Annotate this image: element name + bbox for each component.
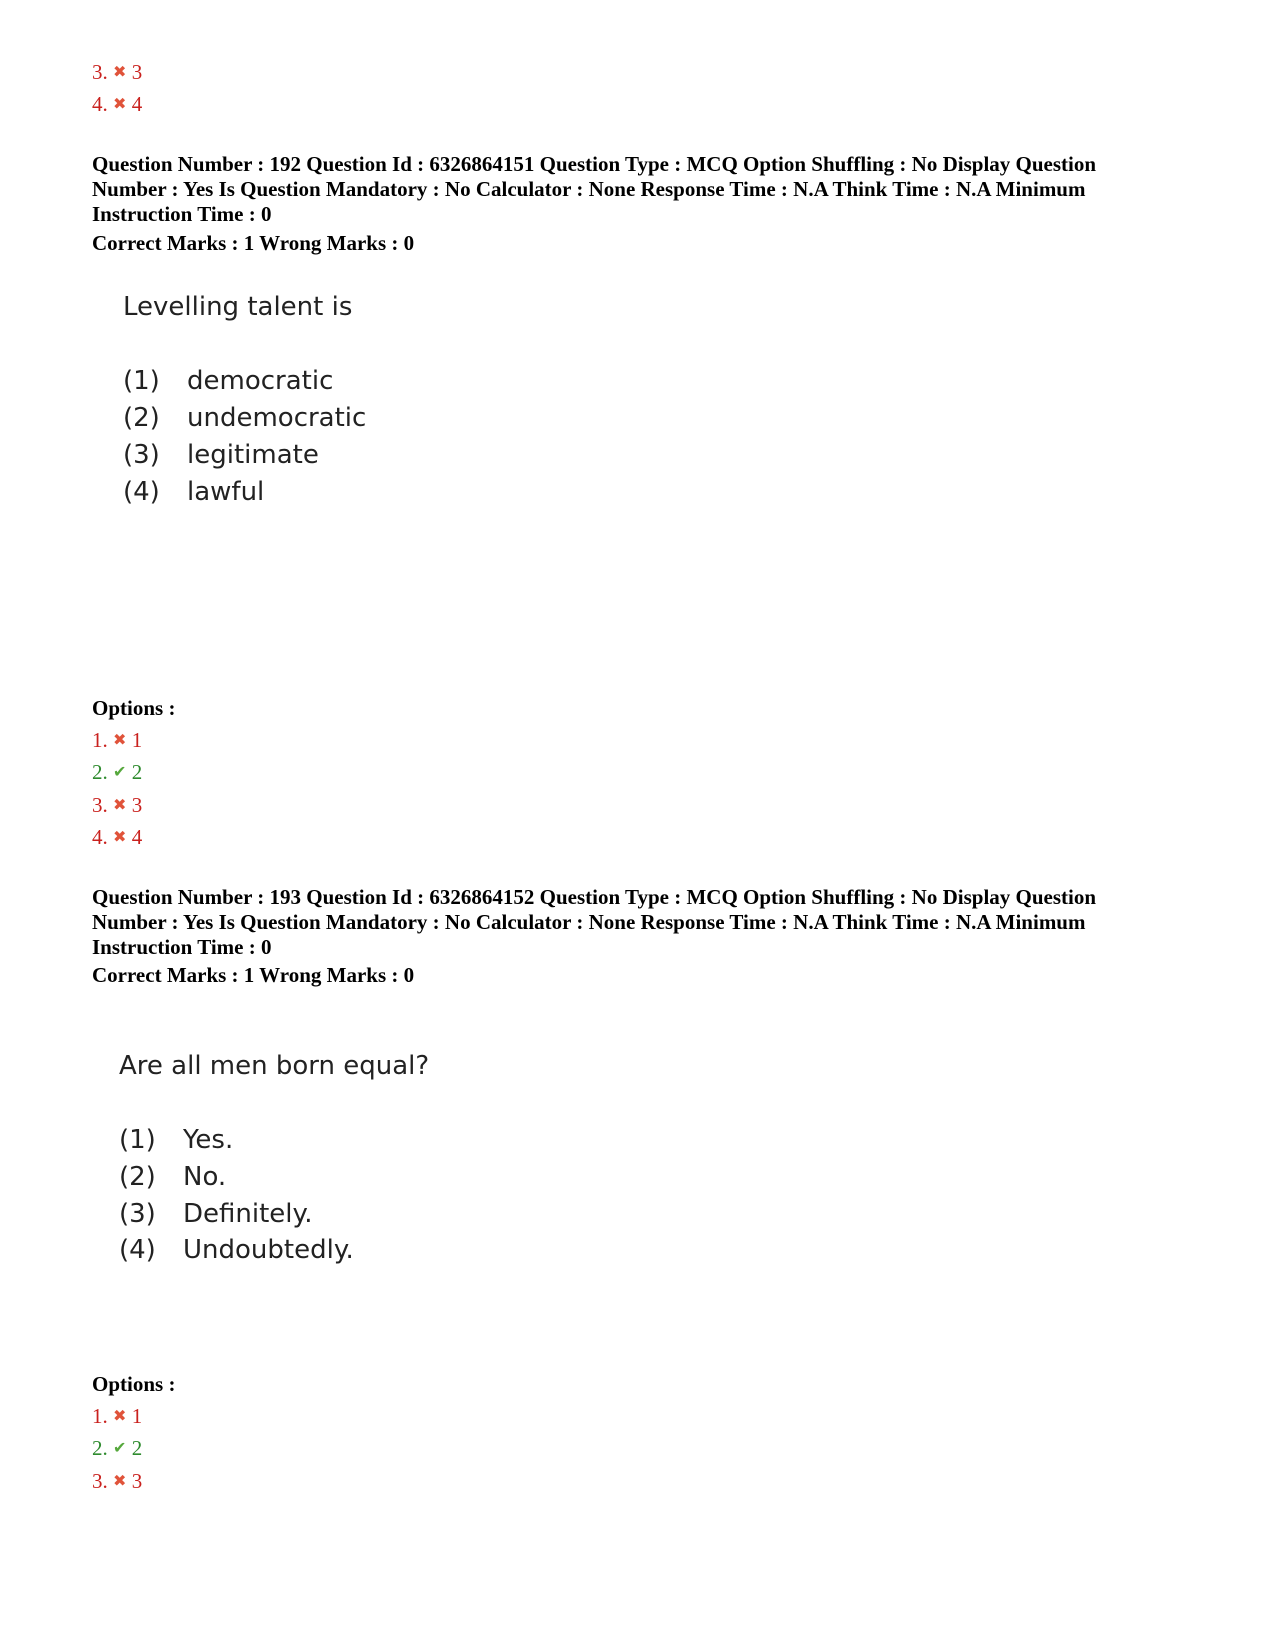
option-row <box>92 793 142 818</box>
option-value: 3 <box>131 1469 143 1493</box>
option-value: 3 <box>131 793 143 817</box>
choice-number: (4) <box>119 1235 156 1265</box>
answer-choice <box>123 477 264 507</box>
option-value: 3 <box>131 60 143 84</box>
option-number: 3. <box>92 60 108 84</box>
options-heading: Options : <box>92 1372 176 1396</box>
choice-number: (3) <box>119 1199 156 1229</box>
choice-text: Undoubtedly. <box>183 1235 354 1265</box>
question-meta <box>92 885 1192 960</box>
answer-choice <box>123 366 333 396</box>
question-stem: Levelling talent is <box>123 292 353 322</box>
choice-text: undemocratic <box>187 403 367 433</box>
check-icon: ✔ <box>113 1440 127 1457</box>
option-number: 2. <box>92 760 108 784</box>
options-heading: Options : <box>92 696 176 720</box>
cross-icon: ✖ <box>113 829 127 846</box>
option-value: 4 <box>131 825 143 849</box>
option-value: 1 <box>131 728 143 752</box>
option-row <box>92 1469 142 1494</box>
choice-text: Definitely. <box>183 1199 313 1229</box>
cross-icon: ✖ <box>113 1408 127 1425</box>
option-value: 4 <box>131 92 143 116</box>
choice-text: lawful <box>187 477 265 507</box>
choice-text: No. <box>183 1162 227 1192</box>
question-meta-line: Question Number : 192 Question Id : 6326864151 Question Type : MCQ Option Shuffling : No Display Question <box>92 152 1097 176</box>
question-meta <box>92 152 1192 227</box>
option-value: 2 <box>131 760 143 784</box>
answer-choice <box>119 1235 354 1265</box>
question-meta-line: Instruction Time : 0 <box>92 935 272 959</box>
option-number: 4. <box>92 92 108 116</box>
option-row <box>92 825 142 850</box>
answer-choice <box>119 1199 312 1229</box>
choice-text: democratic <box>187 366 334 396</box>
answer-choice <box>123 440 319 470</box>
choice-number: (3) <box>123 440 160 470</box>
cross-icon: ✖ <box>113 96 127 113</box>
option-row <box>92 1404 142 1429</box>
option-value: 2 <box>131 1436 143 1460</box>
question-meta-line: Question Number : 193 Question Id : 6326864152 Question Type : MCQ Option Shuffling : No Display Question <box>92 885 1097 909</box>
choice-text: legitimate <box>187 440 319 470</box>
cross-icon: ✖ <box>113 1473 127 1490</box>
choice-text: Yes. <box>183 1125 234 1155</box>
option-number: 3. <box>92 793 108 817</box>
answer-choice <box>119 1125 233 1155</box>
answer-choice <box>119 1162 226 1192</box>
question-meta-line: Number : Yes Is Question Mandatory : No Calculator : None Response Time : N.A Think Time : N.A Minimum <box>92 177 1086 201</box>
marks-info: Correct Marks : 1 Wrong Marks : 0 <box>92 963 415 987</box>
check-icon: ✔ <box>113 764 127 781</box>
option-number: 1. <box>92 728 108 752</box>
choice-number: (4) <box>123 477 160 507</box>
option-row <box>92 728 142 753</box>
option-number: 1. <box>92 1404 108 1428</box>
option-row <box>92 92 142 117</box>
marks-info: Correct Marks : 1 Wrong Marks : 0 <box>92 231 415 255</box>
choice-number: (1) <box>119 1125 156 1155</box>
cross-icon: ✖ <box>113 797 127 814</box>
question-meta-line: Instruction Time : 0 <box>92 202 272 226</box>
choice-number: (2) <box>123 403 160 433</box>
answer-choice <box>123 403 366 433</box>
option-number: 4. <box>92 825 108 849</box>
option-row-correct <box>92 760 142 785</box>
option-value: 1 <box>131 1404 143 1428</box>
option-row-correct <box>92 1436 142 1461</box>
cross-icon: ✖ <box>113 732 127 749</box>
question-meta-line: Number : Yes Is Question Mandatory : No Calculator : None Response Time : N.A Think Time : N.A Minimum <box>92 910 1086 934</box>
cross-icon: ✖ <box>113 64 127 81</box>
question-stem: Are all men born equal? <box>119 1051 430 1081</box>
option-number: 3. <box>92 1469 108 1493</box>
choice-number: (1) <box>123 366 160 396</box>
option-row <box>92 60 142 85</box>
choice-number: (2) <box>119 1162 156 1192</box>
option-number: 2. <box>92 1436 108 1460</box>
